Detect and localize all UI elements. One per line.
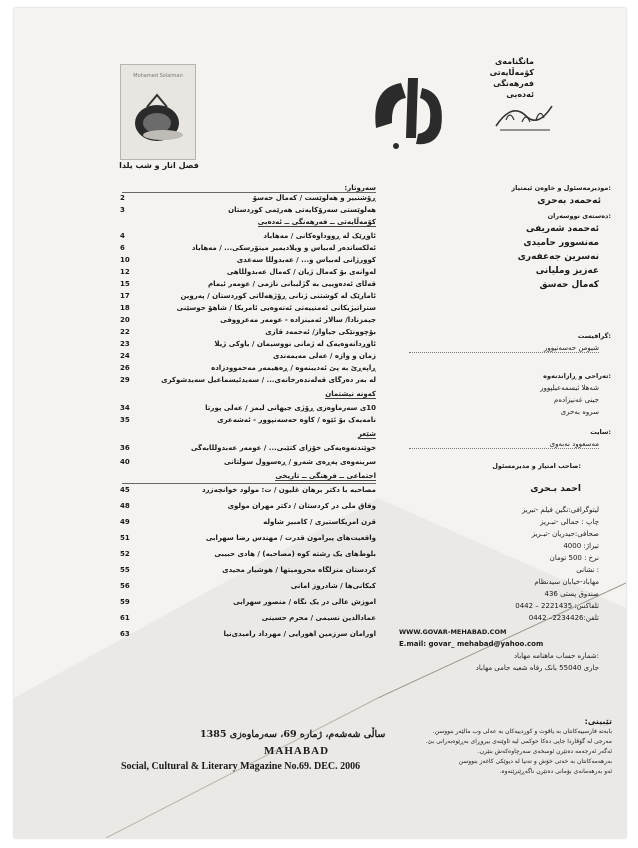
toc-item[interactable]: 4 ئاوڕێک لە ڕووداوەکانی / مەهاباد — [120, 232, 376, 240]
calligraphy-emblem — [492, 100, 556, 134]
toc-item[interactable]: 56 کبکانی‌ها / شادروز امانی — [120, 582, 376, 590]
masthead-line: ئەدەبی — [506, 90, 534, 99]
mahabad-logo — [366, 68, 456, 158]
toc-item[interactable]: 51 واقعیت‌های پیرامون قدرت / مهندس رضا سهرابی — [120, 534, 376, 542]
toc-item[interactable]: 15 قەڵای ئەدەوییی بە گژلیبانی نازمی / عومەر ئیمام — [120, 280, 376, 288]
owner-name: احمد بـحری — [530, 484, 581, 494]
board-label: دەستەی نووسەران: — [547, 212, 611, 220]
site-name: مەسعوود نەبەوی — [409, 440, 599, 449]
toc-section: کەونە نیشتمان — [325, 390, 376, 398]
toc-header: سەروتار: — [344, 184, 376, 192]
toc-item[interactable]: 23 ئاوڕدانەوەیەک لە ژمانی نووسیمان / یاوکی ژیلا — [120, 340, 376, 348]
masthead-line: فەرهەنگی — [493, 79, 534, 88]
toc-section: اجتماعی ــ فرهنگی ــ تاریخی — [275, 472, 376, 480]
toc-item[interactable]: 52 بلوط‌های یک رشته کوه (مصاحبه) / هادی حبیبی — [120, 550, 376, 558]
book-cover-title: Mohamed Solaiman — [133, 73, 183, 79]
notes-title: تێبینی: — [584, 717, 612, 726]
toc-item[interactable]: 22 بۆچوونێکی جیاواز/ ئەحمەد قازی — [120, 328, 376, 336]
print-line: نرخ : 500 تومان — [549, 554, 599, 562]
print-line: تیراژ: 4000 — [563, 542, 599, 550]
graphics-name: شیومن حەسەنپوور — [409, 344, 599, 353]
print-line: تلفن:2234426– 0442 — [528, 614, 599, 622]
print-line: مهاباد-خیابان سیدنظام — [534, 578, 599, 586]
toc-item[interactable]: 48 وفاق ملی در کردستان / دکتر مهران مولوی — [120, 502, 376, 510]
toc-item[interactable]: 18 ستراتیژیکانی ئەمنییەتی ئەتەوەیی ئامریکا / شاهۆ حوسێنی — [120, 304, 376, 312]
magazine-subtitle: Social, Cultural & Literary Magazine No.69. DEC. 2006 — [121, 761, 361, 772]
toc-item[interactable]: 40 سرینەوەی پەڕەی شەرو / ڕەسوول سوڵتانی — [120, 458, 376, 466]
masthead-line: مانگنامەی — [494, 57, 534, 66]
toc-item[interactable]: 61 عمادالدین نسیمی / محرم حسینی — [120, 614, 376, 622]
toc-item[interactable]: 6 ئەلکساندەر لەبیاس و ویلادیمیر مینۆرسکی... / مەهاباد — [120, 244, 376, 252]
masthead-line: کۆمەڵایەتی — [489, 68, 534, 77]
board-member: کەمال حەسق — [539, 280, 599, 290]
print-line: چاپ : جمالی -تبـریز — [540, 518, 599, 526]
toc-item[interactable]: 59 آموزش عالی در یک نگاه / منصور سهرابی — [120, 598, 376, 606]
pomegranate-illustration — [127, 89, 189, 149]
print-line: تلفاکس: 2221435 – 0442 — [515, 602, 599, 610]
account-label: شماره حساب ماهنامه مهاباد: — [513, 652, 599, 660]
board-member: ئەحمەد شەریفی — [525, 224, 599, 234]
board-member: مەنسوور حامیدی — [523, 238, 599, 248]
toc-item[interactable]: 12 لەوانەی بۆ کەماڵ ژیان / کەماڵ عەبدوڵڵاهی — [120, 268, 376, 276]
note-line: ئەو بەرهەمانەی بۆمانی دەنێرن ناگەڕێنرێنەوە. — [499, 768, 612, 775]
print-line: صحافی:حیدریان -تبـریز — [531, 530, 599, 538]
toc-divider — [122, 483, 376, 484]
notes-block — [396, 717, 612, 777]
note-line: بابەتە فارسییەکانتان بە یاقوت و کوردییەکان بە عەلی وب مالێەر بنووسن. — [432, 728, 612, 735]
board-member: نەسرین جەعفەری — [517, 252, 599, 262]
toc-item[interactable]: 17 ئامارێک لە کوشتنی ژنانی ڕۆژهەڵاتی کوردستان / پەروین — [120, 292, 376, 300]
toc-item[interactable]: 20 جیمزنادا/ سالار ئەمینزادە - عومەر مەعرووفی — [120, 316, 376, 324]
toc-divider — [122, 192, 376, 193]
toc-item[interactable]: 26 ڕاپەڕێ بە پێ ئەدیبنەوە / ڕەهیمەر مەحموودزادە — [120, 364, 376, 372]
toc-item[interactable]: 34 10ی سەرماوەزی ڕۆژی جیهانی لیمز / عەلی پورتا — [120, 404, 376, 412]
toc-item[interactable]: 36 خوێندنەوەیەکی خۆزای کتێبی... / عومەر عەبدوڵڵابەگی — [120, 444, 376, 452]
website-link[interactable]: WWW.GOVAR-MEHABAD.COM — [399, 628, 507, 636]
magazine-name-latin: MAHABAD — [264, 745, 330, 757]
toc-item[interactable]: 24 زمان و وازە / عەلی مەیمەندی — [120, 352, 376, 360]
design-name: جینی غەنیزادەم — [553, 396, 599, 404]
toc-item[interactable]: 55 کردستان منزلگاه محرومیتها / هوشیار مجیدی — [120, 566, 376, 574]
toc-item[interactable]: 2 ڕۆشنبیر و هەڵوێست / کەماڵ حەسۆ — [120, 194, 376, 202]
print-line: صندوق پستی 436 — [544, 590, 599, 598]
design-name: شەهلا ئیسمەعیلپوور — [540, 384, 599, 392]
board-member: عەزیز وملیانی — [535, 266, 599, 276]
toc-item[interactable]: 63 اورامان سرزمین اهورایی / مهرداد رامیدی‌نیا — [120, 630, 376, 638]
toc-section: شێعر — [357, 430, 376, 438]
book-cover-image — [120, 64, 196, 160]
note-line: ئەگەر ئەرجەمە دەنێرن ئوسخەی سەرچاوەکەش بنێرن. — [477, 748, 612, 755]
note-line: بەرهەمەکانتان بە خەتی خۆش و تەنیا لە دیوێکی کاغەز بنووسن — [458, 758, 612, 765]
toc-item[interactable]: 10 کوورژانی لەبیاس و... / عەبدوڵڵا سەعدی — [120, 256, 376, 264]
print-line: نشانی : — [576, 566, 599, 574]
toc-section: کۆمەڵایەتی ــ فەرهەنگی ــ ئەدەبی — [257, 218, 376, 226]
note-line: مەرجی لە گۆڤاردا جاپی دەکا حوکمی لیە ئاوێنەی بیروڕای بەڕێوەبەرانی بێ. — [425, 738, 612, 745]
toc-item[interactable]: 3 هەڵوێستی سەرۆکایەتی هەرێمی کوردستان — [120, 206, 376, 214]
director-label: مودیرمەسئول و خاوەن ئیمتیاز: — [511, 184, 611, 192]
design-name: سروە بەحری — [560, 408, 599, 416]
email-link[interactable]: E.mail: govar_ mehabad@yahoo.com — [399, 640, 544, 648]
account-number: جاری 55040 بانک رفاه شعبه جامی مهاباد — [475, 664, 599, 672]
toc-item[interactable]: 29 لە بەر دەرگای قەلەندەرخانەی... / سەیدئیسماعیل سەیدشوکری — [120, 376, 376, 384]
graphics-label: گرافیست: — [577, 332, 611, 340]
book-caption: فصل انار و شب یلدا — [119, 161, 199, 170]
director-name: ئەحمەد بەحری — [537, 196, 601, 206]
design-label: تەراحی و ڕازاندنەوە: — [543, 372, 611, 380]
issue-line: ساڵی شەشەم، ژمارە 69، سەرماوەزی 1385 — [200, 729, 386, 740]
masthead-lines — [454, 56, 534, 100]
owner-label: صاحب امتیاز و مدیرمسئول: — [492, 462, 581, 470]
toc-item[interactable]: 35 نامەیەک بۆ ئێوە / کاوە حەسەنپوور - ئەشەعری — [120, 416, 376, 424]
toc-item[interactable]: 49 قرن آمریکاستیزی / کامبیز شاوله — [120, 518, 376, 526]
toc-item[interactable]: 45 مصاحبه با دکتر برهان غلیون / ت: مولود خوانچەزرد — [120, 486, 376, 494]
print-line: لیتوگرافی:نگین فیلم -تبریز — [521, 506, 599, 514]
site-label: سایت: — [590, 428, 611, 436]
magazine-page — [14, 8, 626, 838]
